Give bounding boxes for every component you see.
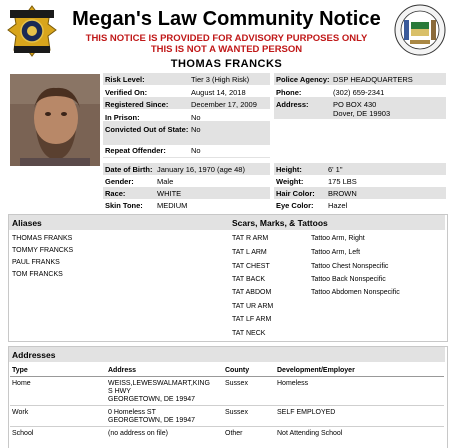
aliases-title: Aliases [12,218,42,228]
verified-on-label: Verified On: [105,88,148,97]
height-label: Height: [276,165,302,174]
address-county: Other [225,430,243,437]
scar-code: TAT R ARM [232,235,269,242]
col-address-header: Address [108,367,137,374]
address-line: WEISS,LEWESWALMART,KING [108,380,210,387]
convicted-out-of-state-label: Convicted Out of State: [105,125,189,134]
scar-code: TAT NECK [232,330,266,337]
table-header-divider [10,376,444,377]
alias-item: TOMMY FRANCKS [12,247,74,254]
phone-label: Phone: [276,88,302,97]
address-employer: SELF EMPLOYED [277,409,336,416]
dob-label: Date of Birth: [105,165,153,174]
scar-description: Tattoo Chest Nonspecific [311,263,389,270]
police-agency-value: DSP HEADQUARTERS [333,75,413,84]
in-prison-value: No [191,113,201,122]
hair-color-label: Hair Color: [276,189,315,198]
skin-tone-label: Skin Tone: [105,201,143,210]
skin-tone-value: MEDIUM [157,201,188,210]
address-label: Address: [276,100,309,109]
col-employer-header: Development/Employer [277,367,355,374]
scar-code: TAT ABDOM [232,289,272,296]
address-line: 0 Homeless ST [108,409,156,416]
address-employer: Not Attending School [277,430,343,437]
registered-since-value: December 17, 2009 [191,100,257,109]
scars-title: Scars, Marks, & Tattoos [232,218,328,228]
race-value: WHITE [157,189,182,198]
alias-item: PAUL FRANKS [12,259,60,266]
panel-header-bar [9,215,445,230]
risk-level-value: Tier 3 (High Risk) [191,75,250,84]
row-divider [10,426,444,427]
eye-color-value: Hazel [328,201,348,210]
race-label: Race: [105,189,126,198]
scar-code: TAT LF ARM [232,316,272,323]
repeat-offender-label: Repeat Offender: [105,146,166,155]
not-wanted-warning: THIS IS NOT A WANTED PERSON [150,44,303,55]
address-line: (no address on file) [108,430,168,437]
divider [103,157,270,158]
repeat-offender-value: No [191,146,201,155]
scar-description: Tattoo Back Nonspecific [311,276,386,283]
hair-color-value: BROWN [328,189,357,198]
convicted-out-of-state-value: No [191,125,201,134]
weight-value: 175 LBS [328,177,357,186]
address-line: GEORGETOWN, DE 19947 [108,417,196,424]
scar-code: TAT CHEST [232,263,270,270]
address-line: GEORGETOWN, DE 19947 [108,396,196,403]
weight-label: Weight: [276,177,304,186]
risk-level-label: Risk Level: [105,75,145,84]
registered-since-label: Registered Since: [105,100,169,109]
advisory-warning: THIS NOTICE IS PROVIDED FOR ADVISORY PURPOSES ONLY [85,33,368,44]
dob-value: January 16, 1970 (age 48) [157,165,245,174]
verified-on-value: August 14, 2018 [191,88,246,97]
gender-label: Gender: [105,177,134,186]
gender-value: Male [157,177,174,186]
address-type: School [12,430,34,437]
page-title: Megan's Law Community Notice [72,8,381,30]
alias-item: THOMAS FRANKS [12,235,73,242]
addresses-title: Addresses [12,350,56,360]
height-value: 6' 1" [328,165,343,174]
detail-row-stripe [103,187,270,199]
scar-code: TAT UR ARM [232,303,274,310]
eye-color-label: Eye Color: [276,201,314,210]
offender-photo [10,74,100,166]
address-type: Home [12,380,31,387]
address-line: S HWY [108,388,131,395]
police-agency-label: Police Agency: [276,75,330,84]
alias-item: TOM FRANCKS [12,271,63,278]
scar-description: Tattoo Arm, Right [311,235,365,242]
address-type: Work [12,409,29,416]
panel-header-bar [9,347,445,362]
person-name: THOMAS FRANCKS [170,58,283,70]
scar-code: TAT L ARM [232,249,267,256]
address-value-line2: Dover, DE 19903 [333,109,391,118]
col-type-header: Type [12,367,28,374]
scar-description: Tattoo Abdomen Nonspecific [311,289,400,296]
address-value-line1: PO BOX 430 [333,100,377,109]
scar-code: TAT BACK [232,276,266,283]
row-divider [10,405,444,406]
phone-value: (302) 659-2341 [333,88,385,97]
scar-description: Tattoo Arm, Left [311,249,361,256]
address-employer: Homeless [277,380,309,387]
in-prison-label: In Prison: [105,113,140,122]
address-county: Sussex [225,380,248,387]
col-county-header: County [225,367,250,374]
address-county: Sussex [225,409,248,416]
